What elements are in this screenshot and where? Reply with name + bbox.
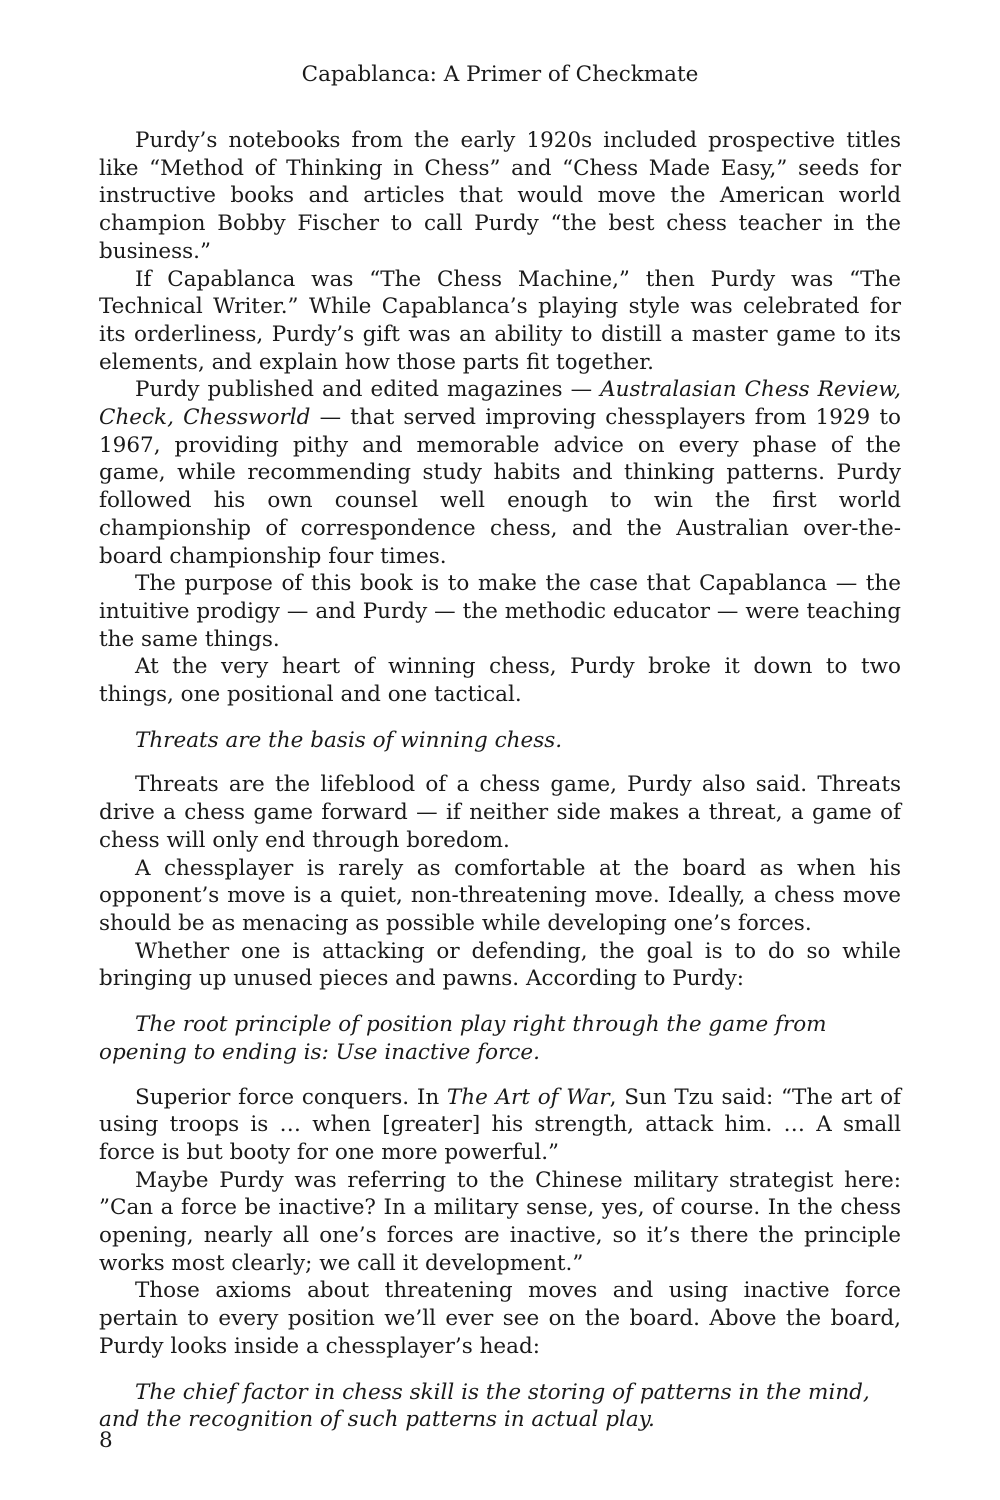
book-title: The Art of War: [446, 1084, 610, 1110]
text-run: — that served improving chessplayers from 1929 to 1967, providing pithy and memorable advice on every phase of the game, while recommending study habits and thinking patterns. Purdy followed his own counsel well enough to win the first world championship of correspondence chess, and the Australian over-the-board championship four times.: [99, 405, 901, 569]
running-head: Capablanca: A Primer of Checkmate: [301, 62, 699, 87]
paragraph: [99, 1084, 901, 1167]
block-quote: The root principle of position play right through the game from opening to ending is: Use inactive force.: [99, 1012, 827, 1065]
paragraph: The purpose of this book is to make the case that Capablanca — the intuitive prodigy — and Purdy — the methodic educator — were teaching the same things.: [99, 571, 901, 652]
text-run: Superior force conquers. In: [135, 1084, 447, 1110]
paragraph: If Capablanca was “The Chess Machine,” then Purdy was “The Technical Writer.” While Capablanca’s playing style was celebrated for its orderliness, Purdy’s gift was an ability to distill a master game to its elements, and explain how those parts fit together.: [99, 266, 901, 375]
page-number: 8: [99, 1428, 113, 1453]
paragraph: Purdy’s notebooks from the early 1920s included prospective titles like “Method of Thinking in Chess” and “Chess Made Easy,” seeds for instructive books and articles that would move the American world champion Bobby Fischer to call Purdy “the best chess teacher in the business.”: [99, 128, 901, 264]
paragraph: Whether one is attacking or defending, the goal is to do so while bringing up unused pieces and pawns. According to Purdy:: [99, 938, 901, 992]
magazine-titles: Australasian Chess Review, Check, Chessworld: [99, 377, 902, 431]
text-run: , Sun Tzu said: “The art of using troops is … when [greater] his strength, attack him. … A small force is but booty for one more powerful.”: [99, 1084, 901, 1165]
paragraph: [99, 376, 901, 570]
block-quote: The chief factor in chess skill is the storing of patterns in the mind, and the recognition of such patterns in actual play.: [99, 1379, 870, 1433]
text-run: Purdy published and edited magazines —: [135, 377, 601, 403]
paragraph: A chessplayer is rarely as comfortable at the board as when his opponent’s move is a quiet, non-threatening move. Ideally, a chess move should be as menacing as possible while developing one’s forces.: [99, 855, 901, 936]
paragraph: Maybe Purdy was referring to the Chinese military strategist here: ”Can a force be inactive? In a military sense, yes, of course. In the chess opening, nearly all one’s forces are inactive, so it’s there the principle works most clearly; we call it development.”: [99, 1167, 901, 1276]
body-text: [99, 127, 901, 1451]
paragraph: At the very heart of winning chess, Purdy broke it down to two things, one positional and one tactical.: [99, 654, 901, 708]
block-quote: Threats are the basis of winning chess.: [135, 727, 563, 753]
paragraph: Those axioms about threatening moves and using inactive force pertain to every position we’ll ever see on the board. Above the board, Purdy looks inside a chessplayer’s head:: [99, 1278, 901, 1359]
paragraph: Threats are the lifeblood of a chess game, Purdy also said. Threats drive a chess game forward — if neither side makes a threat, a game of chess will only end through boredom.: [99, 772, 901, 853]
